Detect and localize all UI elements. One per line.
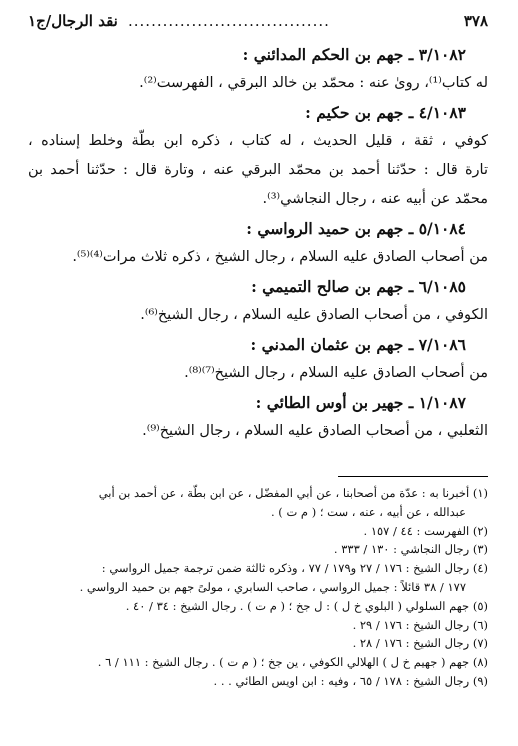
footnote-line: (٢) الفهرست : ٤٤ / ١٥٧ .: [363, 523, 488, 538]
running-title: نقد الرجال/ج١: [28, 12, 118, 30]
entry-heading: ٥/١٠٨٤ ـ جهم بن حميد الرواسي :: [246, 219, 466, 238]
footnote-separator: [338, 476, 488, 477]
footnote-line: (٨) جهم ( جهيم خ ل ) الهلالي الكوفي ، ين جخ ؛ ( م ت ) . رجال الشيخ : ١١١ / ٦ .: [97, 655, 488, 670]
header-dot-leader: ...................................: [128, 12, 330, 30]
footnote-line: (٤) رجال الشيخ : ١٧٦ / ٢٧ و١٧٩ / ٧٧ ، وذكره ثالثة ضمن ترجمة جميل الرواسي :: [101, 561, 488, 576]
entry-heading: ٤/١٠٨٣ ـ جهم بن حكيم :: [305, 103, 466, 122]
entry-text-line: محمّد عن أبيه عنه ، رجال النجاشي⁽³⁾.: [262, 191, 488, 207]
entry-text-line: الثعلبي ، من أصحاب الصادق عليه السلام ، رجال الشيخ⁽⁹⁾.: [142, 423, 488, 439]
footnote-line: (١) أخبرنا به : عدّة من أصحابنا ، عن أبي المفضّل ، عن ابن بطّة ، عن أحمد بن أبي: [98, 486, 488, 500]
footnote-line: ١٧٧ / ٣٨ قائلاً : جميل الرواسي ، صاحب السابري ، مولىً جهم بن حميد الرواسي .: [79, 579, 466, 594]
entry-text-line: له كتاب⁽¹⁾، روىٰ عنه : محمّد بن خالد البرقي ، الفهرست⁽²⁾.: [139, 75, 488, 91]
footnote-line: عبدالله ، عن أبيه ، عنه ، ست ؛ ( م ت ) .: [270, 504, 466, 519]
footnotes: [28, 484, 488, 691]
page-number: ٣٧٨: [463, 12, 488, 30]
entry-heading: ٧/١٠٨٦ ـ جهم بن عثمان المدني :: [250, 335, 466, 354]
entry-text-line: من أصحاب الصادق عليه السلام ، رجال الشيخ⁽⁷⁾⁽⁸⁾.: [184, 365, 488, 381]
footnote-line: (٣) رجال النجاشي : ١٣٠ / ٣٣٣ .: [333, 542, 488, 557]
footnote-line: (٦) رجال الشيخ : ١٧٦ / ٢٩ .: [352, 617, 488, 632]
entry-text-line: تارة قال : حدّثنا أحمد بن محمّد البرقي عنه ، وتارة قال : حدّثنا أحمد بن: [28, 162, 488, 178]
entry-text-line: الكوفي ، من أصحاب الصادق عليه السلام ، رجال الشيخ⁽⁶⁾.: [140, 307, 488, 323]
main-text: [28, 40, 488, 446]
footnote-line: (٥) جهم السلولي ( البلوي خ ل ) : ل جخ ؛ ( م ت ) . رجال الشيخ : ٣٤ / ٤٠ .: [125, 598, 488, 613]
entry-heading: ٣/١٠٨٢ ـ جهم بن الحكم المدائني :: [242, 45, 466, 64]
entry-text-line: من أصحاب الصادق عليه السلام ، رجال الشيخ ، ذكره ثلاث مرات⁽⁴⁾⁽⁵⁾.: [72, 249, 488, 265]
entry-text-line: كوفي ، ثقة ، قليل الحديث ، له كتاب ، ذكره ابن بطّة وخلط إسناده ،: [28, 133, 488, 149]
footnote-line: (٧) رجال الشيخ : ١٧٦ / ٢٨ .: [352, 636, 488, 651]
entry-heading: ١/١٠٨٧ ـ جهير بن أوس الطائي :: [255, 393, 466, 412]
page-header: [28, 10, 488, 32]
footnote-line: (٩) رجال الشيخ : ١٧٨ / ٦٥ ، وفيه : ابن اويس الطائي . . .: [213, 673, 488, 688]
entry-heading: ٦/١٠٨٥ ـ جهم بن صالح التميمي :: [251, 277, 466, 296]
